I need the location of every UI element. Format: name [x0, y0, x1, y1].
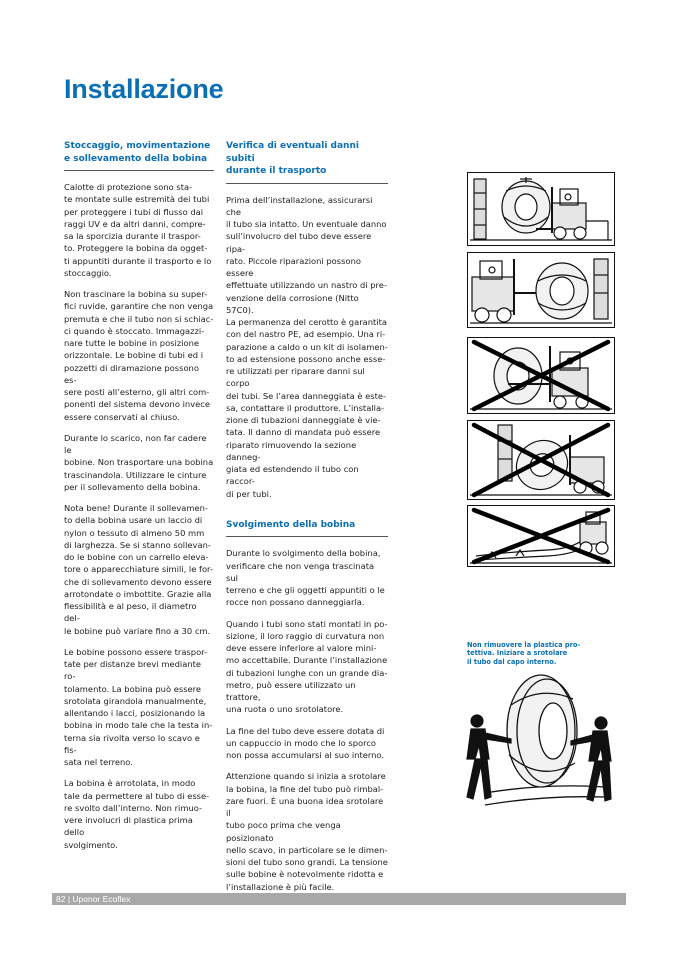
heading-rule	[64, 170, 214, 171]
coil-dragged-illustration	[468, 506, 614, 566]
figure-manual-unrolling	[455, 665, 615, 817]
figure-coil-tipped-wrong	[467, 420, 615, 500]
heading-rule	[226, 536, 388, 537]
figure-coil-dragged-wrong	[467, 505, 615, 567]
heading-rule	[226, 183, 388, 184]
heading-unrolling: Svolgimento della bobina	[226, 519, 356, 530]
heading-storage: Stoccaggio, movimentazione e sollevamento della bobina	[64, 141, 211, 164]
figure-caption: Non rimuovere la plastica pro- tettiva. Iniziare a srotolare il tubo dal capo interno.	[467, 641, 581, 666]
figure-forklift-forks-wrong	[467, 337, 615, 414]
paragraph: Attenzione quando si inizia a srotolare la bobina, la fine del tubo può rimbal- zare fuori. È una buona idea srotolare il tubo poco prima che venga posizionato nello scavo, in particolare se le dimen- sioni del tubo sono grandi. La tensione sulle bobine è notevolmente ridotta e l’installazione è più facile.	[226, 771, 388, 892]
forklift-forks-illustration	[468, 338, 614, 413]
paragraph: Durante lo scarico, non far cadere le bobine. Non trasportare una bobina trascinandola. Utilizzare le cinture per il sollevamento della bobina.	[64, 432, 214, 492]
paragraph: Le bobine possono essere traspor- tate per distanze brevi mediante ro- tolamento. La bobina può essere srotolata girandola manualmente, allentando i lacci, posizionando la bobina in modo tale che la testa in- terna sia rivolta verso lo scavo e fis- sata nel terreno.	[64, 646, 213, 767]
workers-unrolling-illustration	[455, 665, 615, 813]
page-title: Installazione	[64, 74, 224, 104]
paragraph: Durante lo svolgimento della bobina, verificare che non venga trascinata sul terreno e che gli oggetti appuntiti o le rocce non possano danneggiarla.	[226, 548, 385, 608]
paragraph: Prima dell’installazione, assicurarsi che il tubo sia intatto. Un eventuale danno sull’involucro del tubo deve essere ripa- rato. Piccole riparazioni possono essere effettuate utilizzando un nastro di pre- venzione della corrosione (Nitto 57C0). La permanenza del cerotto è garantita con del nastro PE, ad esempio. Una ri- parazione a caldo o un kit di isolamen- to ad estensione possono anche esse- re utilizzati per riparare danni sul corpo dei tubi. Se l’area danneggiata è este- sa, contattare il produttore. L’installa- zione di tubazioni danneggiate è vie- tata. Il danno di mandata può essere riparato rimuovendo la sezione danneg- giata ed estendendo il tubo con raccor- di per tubi.	[226, 194, 388, 499]
paragraph: La fine del tubo deve essere dotata di un cappuccio in modo che lo sporco non possa accumularsi al suo interno.	[226, 725, 385, 760]
forklift-inside-illustration	[468, 253, 614, 327]
footer-text: 82 | Uponor Ecoflex	[56, 894, 131, 904]
heading-damage-check: Verifica di eventuali danni subiti durante il trasporto	[226, 141, 359, 176]
forklift-sling-illustration	[468, 173, 614, 245]
paragraph: Non trascinare la bobina su super- fici ruvide, garantire che non venga premuta e che il tubo non si schiac- ci quando è stoccato. Immagazzi- nare tutte le bobine in posizione orizzontale. Le bobine di tubi ed i pozzetti di diramazione possono es- sere posti all’esterno, gli altri com- ponenti del sistema devono invece essere conservati al chiuso.	[64, 289, 214, 422]
column-storage	[64, 140, 214, 860]
paragraph: La bobina è arrotolata, in modo tale da permettere al tubo di esse- re svolto dall’interno. Non rimuo- vere involucri di plastica prima dello svolgimento.	[64, 778, 210, 850]
paragraph: Quando i tubi sono stati montati in po- sizione, il loro raggio di curvatura non deve essere inferiore al valore mini- mo accettabile. Durante l’installazione di tubazioni lunghe con un grande dia- metro, può essere utilizzato un trattore, una ruota o uno srotolatore.	[226, 618, 388, 715]
page-footer	[52, 893, 626, 905]
figure-forklift-sling-lift	[467, 172, 615, 246]
paragraph: Calotte di protezione sono sta- te montate sulle estremità dei tubi per proteggere i tubi di flusso dai raggi UV e da altri danni, compre- sa la sporcizia durante il traspor- to. Proteggere la bobina da ogget- ti appuntiti durante il trasporto e lo stoccaggio.	[64, 182, 212, 278]
figure-forklift-inside-lift	[467, 252, 615, 328]
column-damage-unrolling	[226, 140, 388, 902]
paragraph: Nota bene! Durante il sollevamen- to della bobina usare un laccio di nylon o tessuto di almeno 50 mm di larghezza. Se si stanno sollevan- do le bobine con un carrello eleva- tore o apparecchiature simili, le for- che di sollevamento devono essere arrotondate o imbottite. Grazie alla flessibilità e al peso, il diametro del- le bobine può variare fino a 30 cm.	[64, 503, 213, 636]
coil-tipped-illustration	[468, 421, 614, 499]
